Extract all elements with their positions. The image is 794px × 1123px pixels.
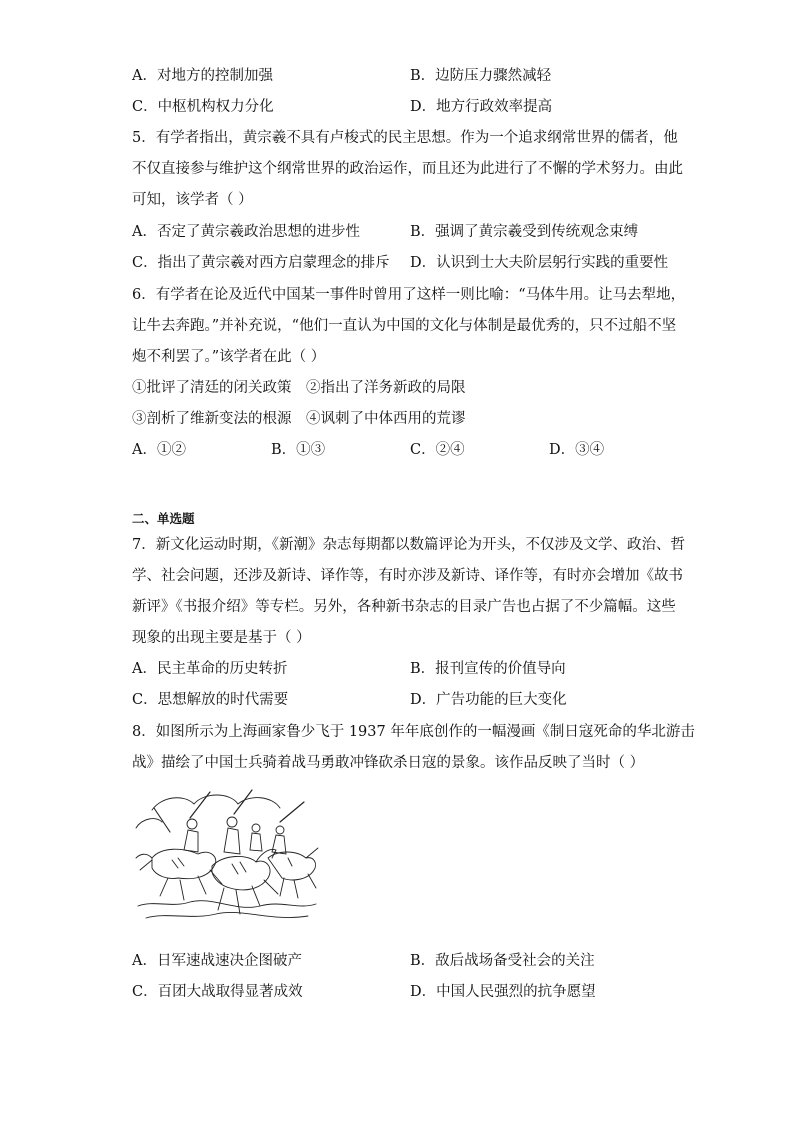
q6-item-3: ③剖析了维新变法的根源	[132, 411, 292, 427]
q6-stem-line-3: 炮不利罢了。”该学者在此（ ）	[132, 349, 326, 365]
q8-option-a: A．日军速战速决企图破产	[132, 953, 302, 969]
q8-option-d: D．中国人民强烈的抗争愿望	[410, 984, 596, 1000]
q8-stem-line-2: 战》描绘了中国士兵骑着战马勇敢冲锋砍杀日寇的景象。该作品反映了当时（ ）	[132, 755, 645, 771]
q4-option-d: D．地方行政效率提高	[410, 99, 553, 115]
cavalry-charge-illustration	[132, 788, 322, 928]
q8-option-b: B．敌后战场备受社会的关注	[410, 953, 595, 969]
q6-option-b: B．①③	[271, 442, 326, 458]
q6-option-a: A．①②	[132, 442, 186, 458]
q6-stem-line-2: 让牛去奔跑。”并补充说，“他们一直认为中国的文化与体制是最优秀的，只不过船不坚	[132, 318, 677, 334]
q7-stem-line-1: 7．新文化运动时期，《新潮》杂志每期都以数篇评论为开头，不仅涉及文学、政治、哲	[132, 537, 685, 553]
q5-option-d: D．认识到士大夫阶层躬行实践的重要性	[410, 255, 669, 271]
section-title: 二、单选题	[132, 511, 195, 526]
q4-option-c: C．中枢机构权力分化	[132, 99, 274, 115]
q8-option-c: C．百团大战取得显著成效	[132, 984, 303, 1000]
q7-stem-line-2: 学、社会问题，还涉及新诗、译作等，有时亦涉及新诗、译作等，有时亦会增加《故书	[132, 568, 683, 584]
q5-option-b: B．强调了黄宗羲受到传统观念束缚	[410, 224, 639, 240]
q5-stem-line-3: 可知，该学者（ ）	[132, 192, 253, 208]
q6-option-c: C．②④	[410, 442, 465, 458]
q4-option-a: A．对地方的控制加强	[132, 68, 273, 84]
q5-stem-line-1: 5．有学者指出，黄宗羲不具有卢梭式的民主思想。作为一个追求纲常世界的儒者，他	[132, 130, 678, 146]
q6-item-2: ②指出了洋务新政的局限	[306, 380, 466, 396]
q7-option-c: C．思想解放的时代需要	[132, 692, 289, 708]
q6-stem-line-1: 6．有学者在论及近代中国某一事件时曾用了这样一则比喻：“马体牛用。让马去犁地，	[132, 287, 686, 303]
q4-option-b: B．边防压力骤然减轻	[410, 68, 552, 84]
q7-option-d: D．广告功能的巨大变化	[410, 692, 567, 708]
q5-option-c: C．指出了黄宗羲对西方启蒙理念的排斥	[132, 255, 390, 271]
q6-item-1: ①批评了清廷的闭关政策	[132, 380, 292, 396]
q6-item-4: ④讽刺了中体西用的荒谬	[306, 411, 466, 427]
q5-stem-line-2: 不仅直接参与维护这个纲常世界的政治运作，而且还为此进行了不懈的学术努力。由此	[132, 161, 683, 177]
q5-option-a: A．否定了黄宗羲政治思想的进步性	[132, 224, 360, 240]
q7-stem-line-3: 新评》《书报介绍》等专栏。另外，各种新书杂志的目录广告也占据了不少篇幅。这些	[132, 599, 676, 615]
q7-option-b: B．报刊宣传的价值导向	[410, 661, 566, 677]
q8-stem-line-1: 8．如图所示为上海画家鲁少飞于 1937 年年底创作的一幅漫画《制日寇死命的华北游击	[132, 724, 695, 740]
q7-stem-line-4: 现象的出现主要是基于（ ）	[132, 630, 311, 646]
q6-option-d: D．③④	[549, 442, 605, 458]
q7-option-a: A．民主革命的历史转折	[132, 661, 288, 677]
